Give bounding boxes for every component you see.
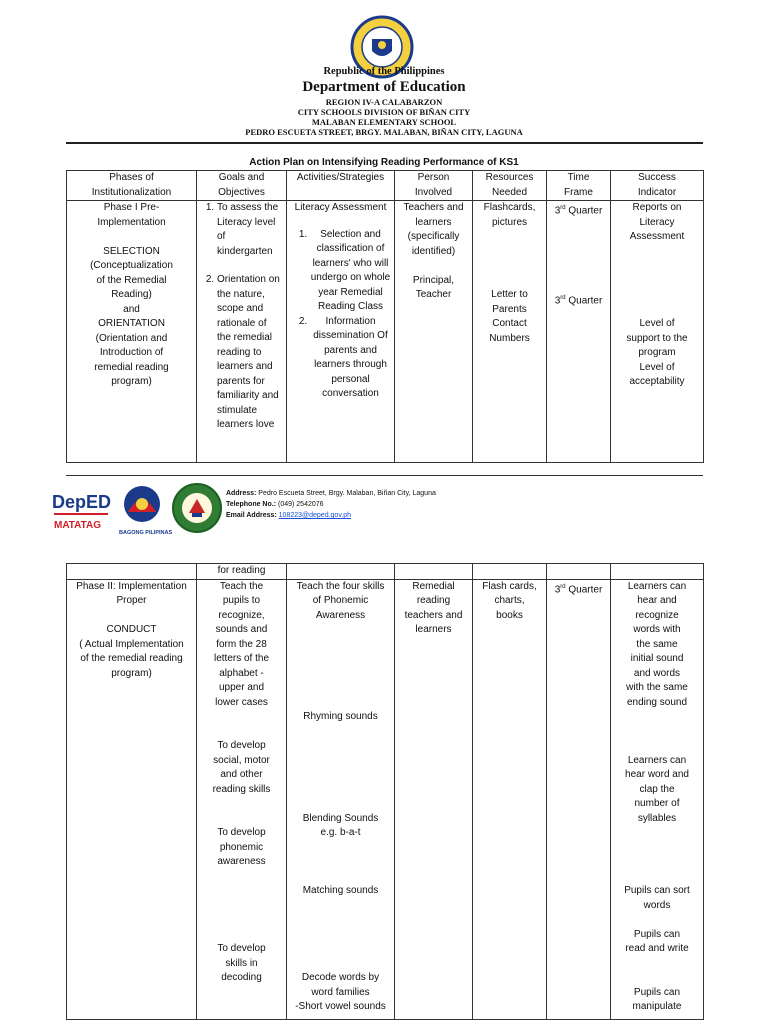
- division-line: CITY SCHOOLS DIVISION OF BIÑAN CITY: [297, 107, 471, 117]
- region-line: REGION IV-A CALABARZON: [325, 97, 443, 107]
- persons-cell: Teachers and learners (specifically identified) Principal, Teacher: [395, 201, 473, 463]
- goal-item: 1. To assess the Literacy level of kindergarten: [217, 201, 283, 259]
- success-cell: Learners can hear and recognize words with the same initial sound and words with the same ending sound Learners can hear word and clap the number of syllables Pupils can sort words Pupils can read and write Pupils can manipulate: [611, 579, 704, 1019]
- document-title: Action Plan on Intensifying Reading Performance of KS1: [249, 157, 519, 168]
- column-header: Activities/Strategies: [287, 171, 395, 201]
- time-cell: 3rd Quarter: [547, 579, 611, 1019]
- goal-item: 2. Orientation on the nature, scope and rationale of the remedial reading to learners and parents for familiarity and stimulate learners love: [217, 273, 283, 433]
- phone-text: (049) 2542076: [278, 501, 324, 508]
- time-cell: 3rd Quarter 3rd Quarter: [547, 201, 611, 463]
- goals-cell: Teach the pupils to recognize, sounds and form the 28 letters of the alphabet - upper and lower cases To develop social, motor and other reading skills To develop phonemic awareness To develop skills in decoding: [197, 579, 287, 1019]
- column-header: Time Frame: [547, 171, 611, 201]
- svg-text:MATATAG: MATATAG: [54, 520, 102, 531]
- resources-cell: Flashcards, pictures Letter to Parents Contact Numbers: [473, 201, 547, 463]
- phase-cell: Phase II: Implementation Proper CONDUCT ( Actual Implementation of the remedial reading program): [67, 579, 197, 1019]
- activities-cell: Teach the four skills of Phonemic Awareness Rhyming sounds Blending Sounds e.g. b-a-t Matching sounds Decode words by word families -Short vowel sounds: [287, 579, 395, 1019]
- street-line: PEDRO ESCUETA STREET, BRGY. MALABAN, BIÑAN CITY, LAGUNA: [245, 127, 523, 137]
- svg-text:BAGONG PILIPINAS: BAGONG PILIPINAS: [119, 530, 173, 536]
- column-header: Goals and Objectives: [197, 171, 287, 201]
- phase-cell: Phase I Pre- Implementation SELECTION (Conceptualization of the Remedial Reading) and ORIENTATION (Orientation and Introduction of remedial reading program): [67, 201, 197, 463]
- table-row: [67, 564, 704, 580]
- email-link[interactable]: 108223@deped.gov.ph: [278, 512, 352, 519]
- goals-cell: for reading: [197, 564, 287, 580]
- header-rule: [66, 142, 703, 144]
- persons-cell: Remedial reading teachers and learners: [395, 579, 473, 1019]
- column-header: Resources Needed: [473, 171, 547, 201]
- republic-heading: Republic of the Philippines: [323, 66, 445, 77]
- deped-matatag-logo-icon: [50, 482, 112, 538]
- address-text: Pedro Escueta Street, Brgy. Malaban, Biñan City, Laguna: [258, 490, 436, 497]
- column-header: Success Indicator: [611, 171, 704, 201]
- footer-contact: Address: Pedro Escueta Street, Brgy. Malaban, Biñan City, Laguna Telephone No.: (049) 2542076 Email Address: 108223@deped.gov.ph: [226, 490, 436, 519]
- activity-item: 2. Information dissemination Of parents and learners through personal conversation: [310, 315, 391, 402]
- column-header: Person Involved: [395, 171, 473, 201]
- success-cell: Reports on Literacy Assessment Level of support to the program Level of acceptability: [611, 201, 704, 463]
- svg-text:DepED: DepED: [52, 492, 112, 512]
- table-row: [67, 201, 704, 463]
- page-bottom-rule: [66, 475, 703, 476]
- school-line: MALABAN ELEMENTARY SCHOOL: [311, 117, 457, 127]
- column-header: Phases of Institutionalization: [67, 171, 197, 201]
- bagong-pilipinas-logo-icon: [118, 482, 173, 538]
- goals-cell: [197, 201, 287, 463]
- table-row: [67, 579, 704, 1019]
- resources-cell: Flash cards, charts, books: [473, 579, 547, 1019]
- action-plan-table: [66, 170, 704, 463]
- activity-title: Literacy Assessment: [294, 202, 387, 213]
- action-plan-table-continued: [66, 563, 704, 1020]
- table-header-row: [67, 171, 704, 201]
- activities-cell: [287, 201, 395, 463]
- department-heading: Department of Education: [302, 79, 466, 95]
- activity-item: 1. Selection and classification of learners' who will undergo on whole year Remedial Reading Class: [310, 228, 391, 315]
- page-bottom-rule: [66, 1019, 703, 1020]
- school-seal-icon: [172, 479, 222, 537]
